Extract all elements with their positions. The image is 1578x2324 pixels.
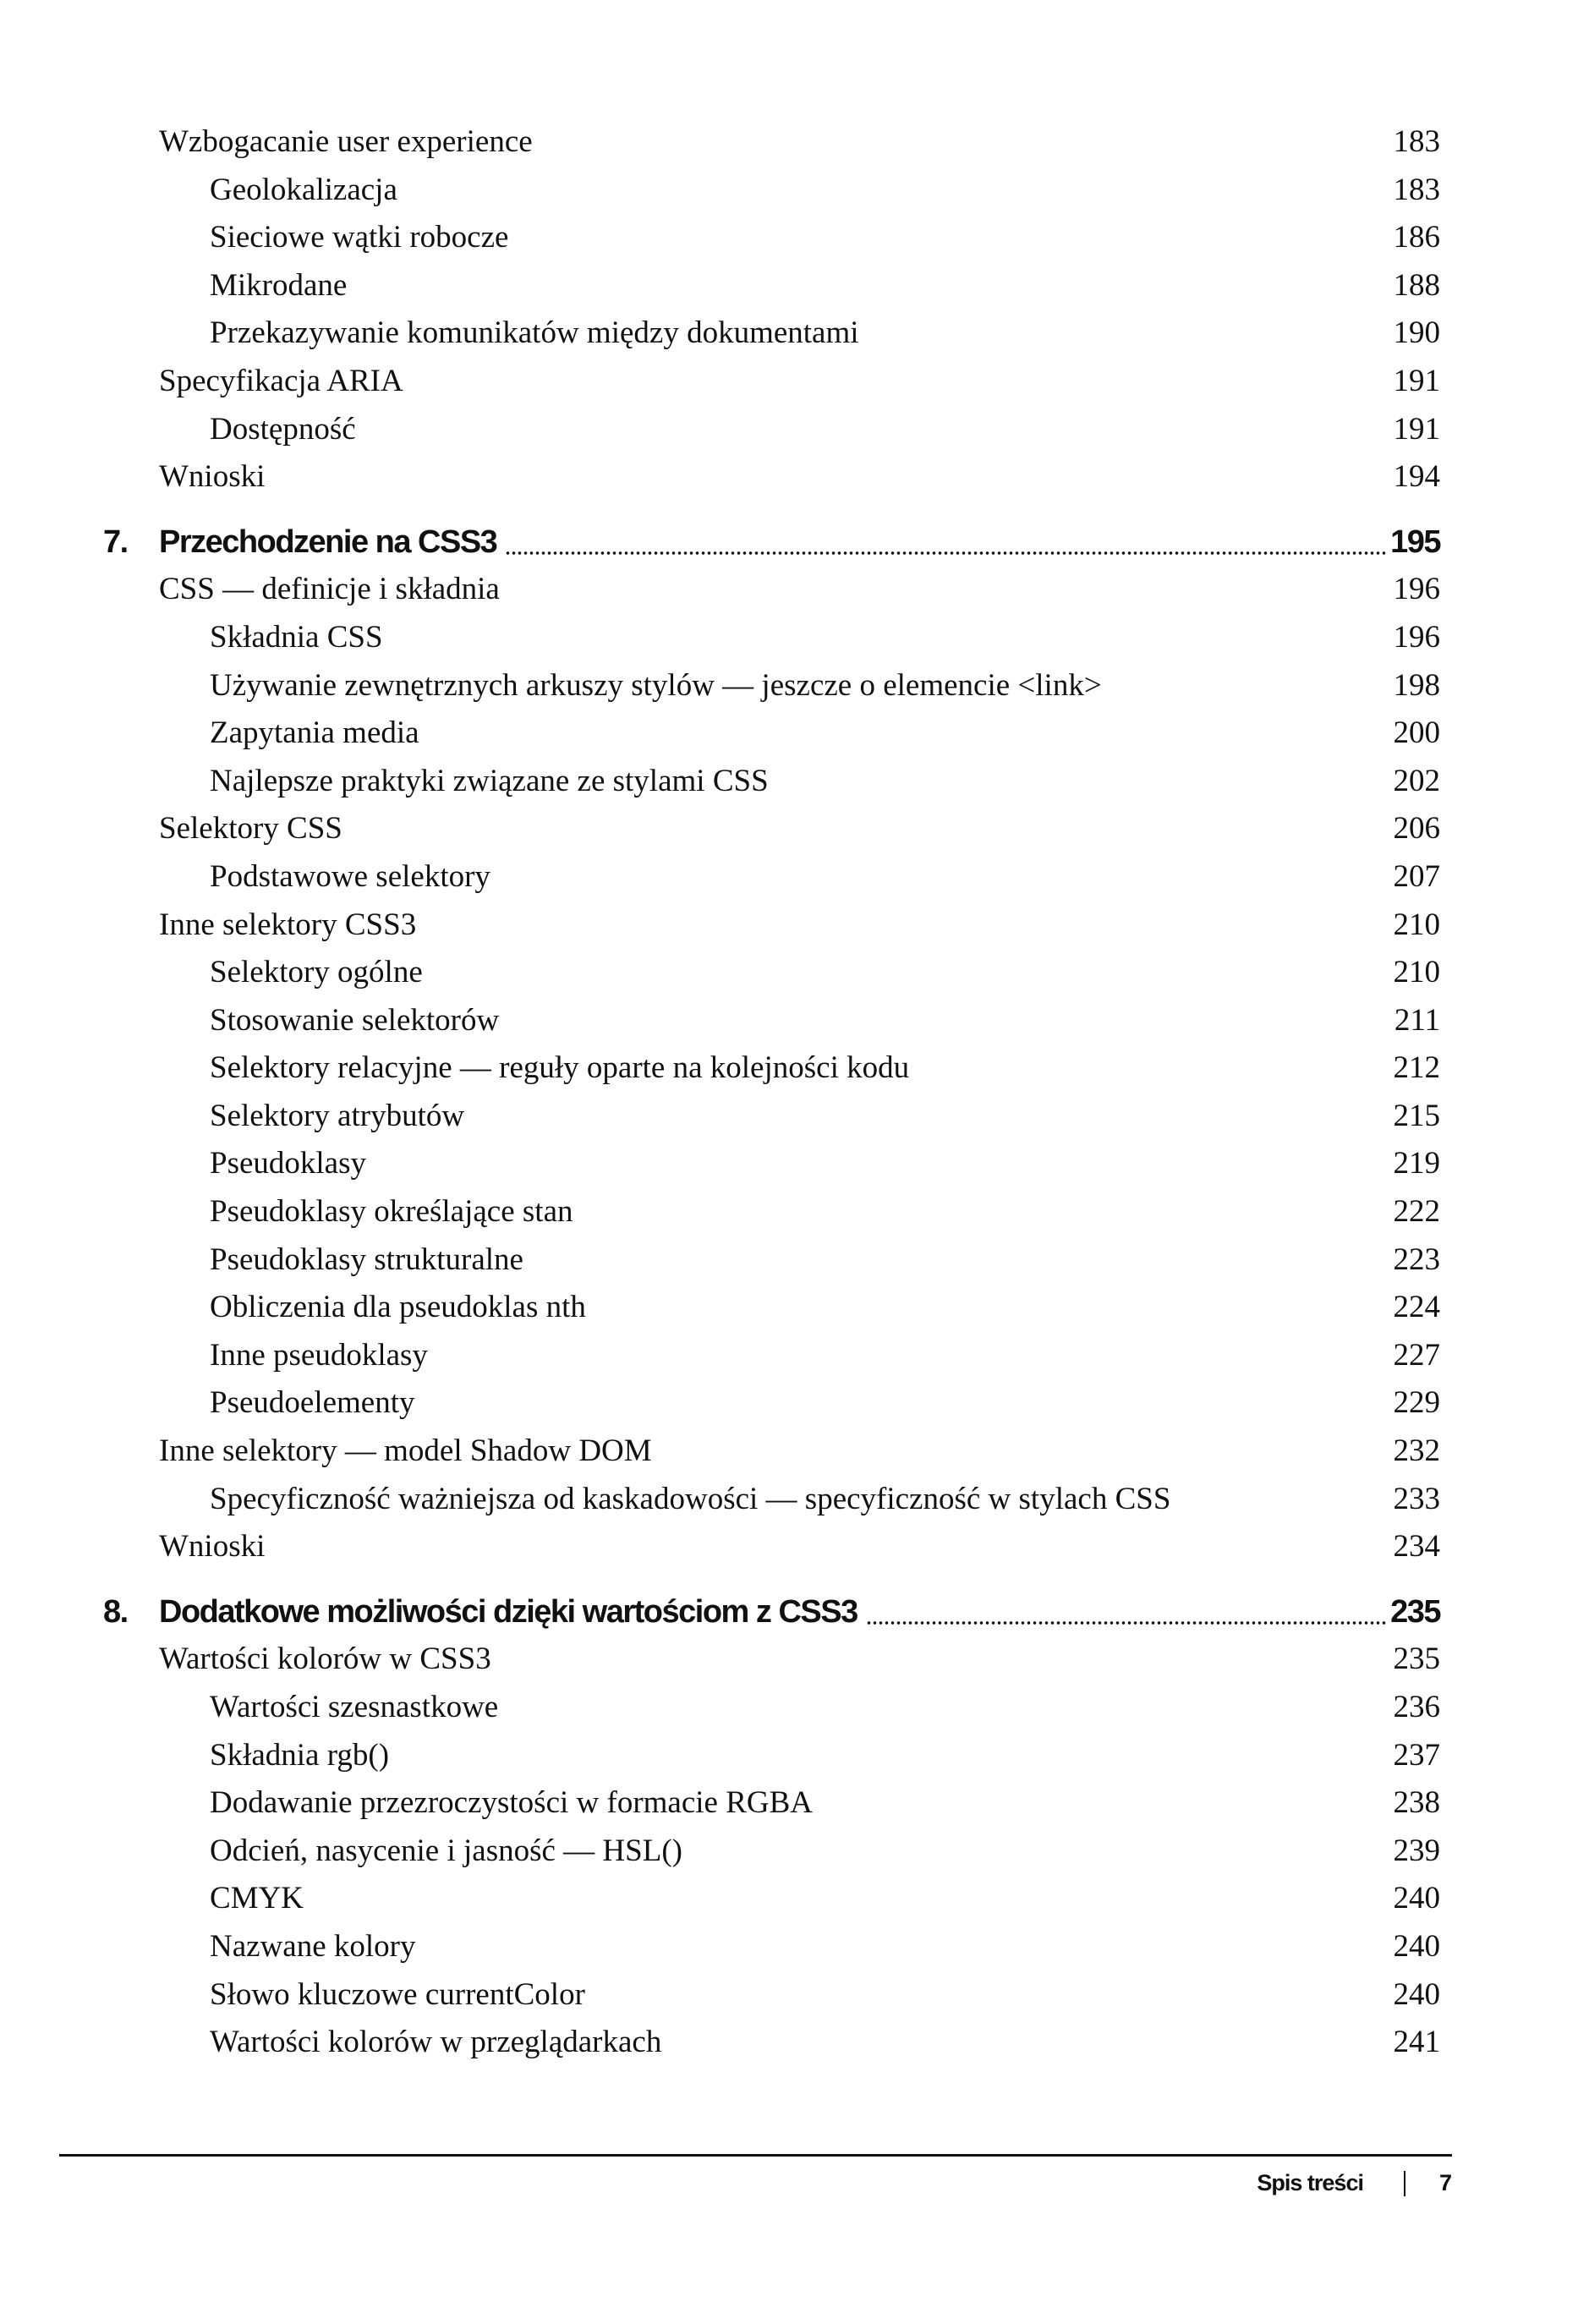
toc-entry-title: Składnia rgb()	[210, 1737, 390, 1773]
toc-entry-title: Selektory ogólne	[210, 955, 423, 990]
toc-section-entry	[0, 902, 1578, 950]
toc-entry-page: 210	[1393, 907, 1440, 942]
toc-entry-page: 223	[1393, 1241, 1440, 1277]
toc-entry-title: Inne selektory — model Shadow DOM	[159, 1433, 652, 1469]
toc-entry-title: Wnioski	[159, 1529, 266, 1565]
toc-subsection-entry	[0, 1779, 1578, 1828]
toc-entry-title: Pseudoklasy	[210, 1146, 366, 1181]
toc-entry-page: 196	[1393, 619, 1440, 655]
chapter-title: Dodatkowe możliwości dzięki wartościom z CSS3	[159, 1593, 857, 1630]
toc-entry-page: 183	[1393, 124, 1440, 159]
toc-entry-title: Nazwane kolory	[210, 1928, 416, 1964]
toc-subsection-entry	[0, 1044, 1578, 1093]
toc-entry-page: 237	[1393, 1737, 1440, 1773]
toc-entry-title: Słowo kluczowe currentColor	[210, 1976, 585, 2012]
toc-entry-page: 241	[1393, 2025, 1440, 2060]
toc-entry-title: Przekazywanie komunikatów między dokumentami	[210, 315, 859, 351]
toc-entry-title: Wnioski	[159, 459, 266, 495]
toc-entry-title: Selektory relacyjne — reguły oparte na kolejności kodu	[210, 1050, 910, 1086]
toc-entry-page: 222	[1393, 1194, 1440, 1230]
toc-subsection-entry	[0, 949, 1578, 997]
toc-entry-title: Pseudoelementy	[210, 1385, 415, 1421]
toc-entry-page: 212	[1393, 1050, 1440, 1086]
toc-subsection-entry	[0, 1923, 1578, 1971]
toc-entry-page: 191	[1393, 411, 1440, 447]
chapter-title: Przechodzenie na CSS3	[159, 523, 497, 560]
toc-entry-page: 211	[1394, 1002, 1440, 1038]
toc-entry-title: Używanie zewnętrznych arkuszy stylów — jeszcze o elemencie <link>	[210, 667, 1102, 703]
toc-entry-title: Najlepsze praktyki związane ze stylami CSS	[210, 763, 769, 798]
toc-entry-title: Inne pseudoklasy	[210, 1337, 428, 1373]
toc-subsection-entry	[0, 2019, 1578, 2067]
toc-entry-title: Wartości szesnastkowe	[210, 1690, 499, 1724]
toc-entry-page: 183	[1393, 172, 1440, 207]
toc-entry-page: 198	[1393, 667, 1440, 703]
page-footer	[1257, 2170, 1451, 2196]
toc-subsection-entry	[0, 1476, 1578, 1524]
toc-entry-page: 232	[1393, 1433, 1440, 1469]
toc-entry-page: 186	[1393, 220, 1440, 255]
toc-entry-page: 206	[1393, 811, 1440, 847]
toc-entry-title: Specyfikacja ARIA	[159, 363, 403, 398]
footer-rule	[59, 2154, 1452, 2157]
toc-subsection-entry	[0, 406, 1578, 454]
toc-section-entry	[0, 358, 1578, 406]
toc-subsection-entry	[0, 1971, 1578, 2020]
toc-section-entry	[0, 1636, 1578, 1684]
toc-entry-page: 235	[1393, 1642, 1440, 1677]
toc-entry-title: Obliczenia dla pseudoklas nth	[210, 1290, 586, 1325]
toc-entry-title: Wartości kolorów w przeglądarkach	[210, 2025, 662, 2060]
toc-entry-title: Wzbogacanie user experience	[159, 124, 533, 159]
chapter-number: 7.	[103, 523, 128, 560]
toc-subsection-entry	[0, 662, 1578, 710]
dot-leader	[505, 551, 1387, 556]
toc-entry-title: Podstawowe selektory	[210, 858, 490, 894]
toc-entry-title: Dostępność	[210, 411, 356, 447]
toc-entry-title: Selektory atrybutów	[210, 1098, 465, 1133]
toc-entry-page: 236	[1393, 1690, 1440, 1724]
toc-entry-page: 200	[1393, 715, 1440, 751]
toc-section-entry	[0, 1523, 1578, 1571]
toc-entry-title: Geolokalizacja	[210, 172, 397, 207]
toc-subsection-entry	[0, 710, 1578, 758]
toc-subsection-entry	[0, 262, 1578, 310]
toc-subsection-entry	[0, 1284, 1578, 1332]
toc-subsection-entry	[0, 614, 1578, 662]
toc-entry-page: 196	[1393, 572, 1440, 607]
toc-subsection-entry	[0, 167, 1578, 215]
toc-entry-page: 240	[1393, 1881, 1440, 1916]
toc-subsection-entry	[0, 1732, 1578, 1780]
toc-entry-title: CMYK	[210, 1881, 304, 1916]
toc-entry-page: 219	[1393, 1146, 1440, 1181]
toc-entry-title: Składnia CSS	[210, 619, 383, 655]
toc-subsection-entry	[0, 1188, 1578, 1236]
toc-entry-title: Selektory CSS	[159, 811, 342, 847]
toc-chapter-heading	[0, 1588, 1578, 1636]
toc-entry-page: 188	[1393, 267, 1440, 303]
toc-entry-title: Zapytania media	[210, 715, 419, 751]
toc-subsection-entry	[0, 310, 1578, 358]
toc-subsection-entry	[0, 1379, 1578, 1428]
toc-entry-page: 210	[1393, 955, 1440, 990]
toc-entry-page: 194	[1393, 459, 1440, 495]
toc-section-entry	[0, 1428, 1578, 1476]
toc-entry-title: Wartości kolorów w CSS3	[159, 1642, 491, 1677]
toc-section-entry	[0, 453, 1578, 502]
toc-subsection-entry	[0, 997, 1578, 1045]
toc-entry-title: Dodawanie przezroczystości w formacie RGBA	[210, 1785, 814, 1821]
toc-entry-title: Inne selektory CSS3	[159, 907, 417, 942]
toc-subsection-entry	[0, 1332, 1578, 1380]
chapter-number: 8.	[103, 1593, 128, 1630]
chapter-page: 195	[1390, 523, 1440, 560]
toc-subsection-entry	[0, 1828, 1578, 1876]
toc-section-entry	[0, 566, 1578, 614]
toc-chapter-heading	[0, 518, 1578, 567]
toc-subsection-entry	[0, 1236, 1578, 1285]
toc-subsection-entry	[0, 853, 1578, 902]
toc-entry-title: Odcień, nasycenie i jasność — HSL()	[210, 1833, 682, 1868]
toc-entry-page: 240	[1393, 1976, 1440, 2012]
toc-entry-page: 202	[1393, 763, 1440, 798]
footer-page-number: 7	[1438, 2170, 1451, 2195]
toc-entry-title: Pseudoklasy określające stan	[210, 1194, 573, 1230]
dot-leader	[866, 1620, 1387, 1625]
toc-subsection-entry	[0, 1684, 1578, 1732]
footer-section-label: Spis treści	[1257, 2170, 1363, 2195]
toc-section-entry	[0, 118, 1578, 167]
toc-entry-page: 215	[1393, 1098, 1440, 1133]
table-of-contents	[0, 118, 1578, 2067]
chapter-line	[159, 518, 1440, 567]
toc-entry-title: Stosowanie selektorów	[210, 1002, 500, 1038]
footer-separator	[1404, 2171, 1405, 2196]
toc-entry-page: 207	[1393, 858, 1440, 894]
toc-entry-page: 233	[1393, 1481, 1440, 1516]
toc-subsection-entry	[0, 214, 1578, 262]
toc-entry-title: Sieciowe wątki robocze	[210, 220, 509, 255]
toc-entry-page: 238	[1393, 1785, 1440, 1821]
chapter-line	[159, 1588, 1440, 1636]
toc-entry-page: 240	[1393, 1928, 1440, 1964]
toc-section-entry	[0, 805, 1578, 853]
toc-entry-title: CSS — definicje i składnia	[159, 572, 500, 607]
toc-entry-title: Specyficzność ważniejsza od kaskadowości — specyficzność w stylach CSS	[210, 1481, 1171, 1516]
toc-subsection-entry	[0, 1140, 1578, 1188]
toc-entry-title: Mikrodane	[210, 267, 348, 303]
toc-subsection-entry	[0, 1875, 1578, 1923]
toc-subsection-entry	[0, 1093, 1578, 1141]
toc-entry-page: 224	[1393, 1290, 1440, 1325]
toc-entry-page: 191	[1393, 363, 1440, 398]
toc-entry-page: 239	[1393, 1833, 1440, 1868]
toc-entry-page: 190	[1393, 315, 1440, 351]
toc-entry-page: 229	[1393, 1385, 1440, 1421]
toc-subsection-entry	[0, 758, 1578, 806]
toc-entry-page: 227	[1393, 1337, 1440, 1373]
chapter-page: 235	[1390, 1593, 1440, 1630]
toc-entry-page: 234	[1393, 1529, 1440, 1565]
toc-entry-title: Pseudoklasy strukturalne	[210, 1241, 523, 1277]
